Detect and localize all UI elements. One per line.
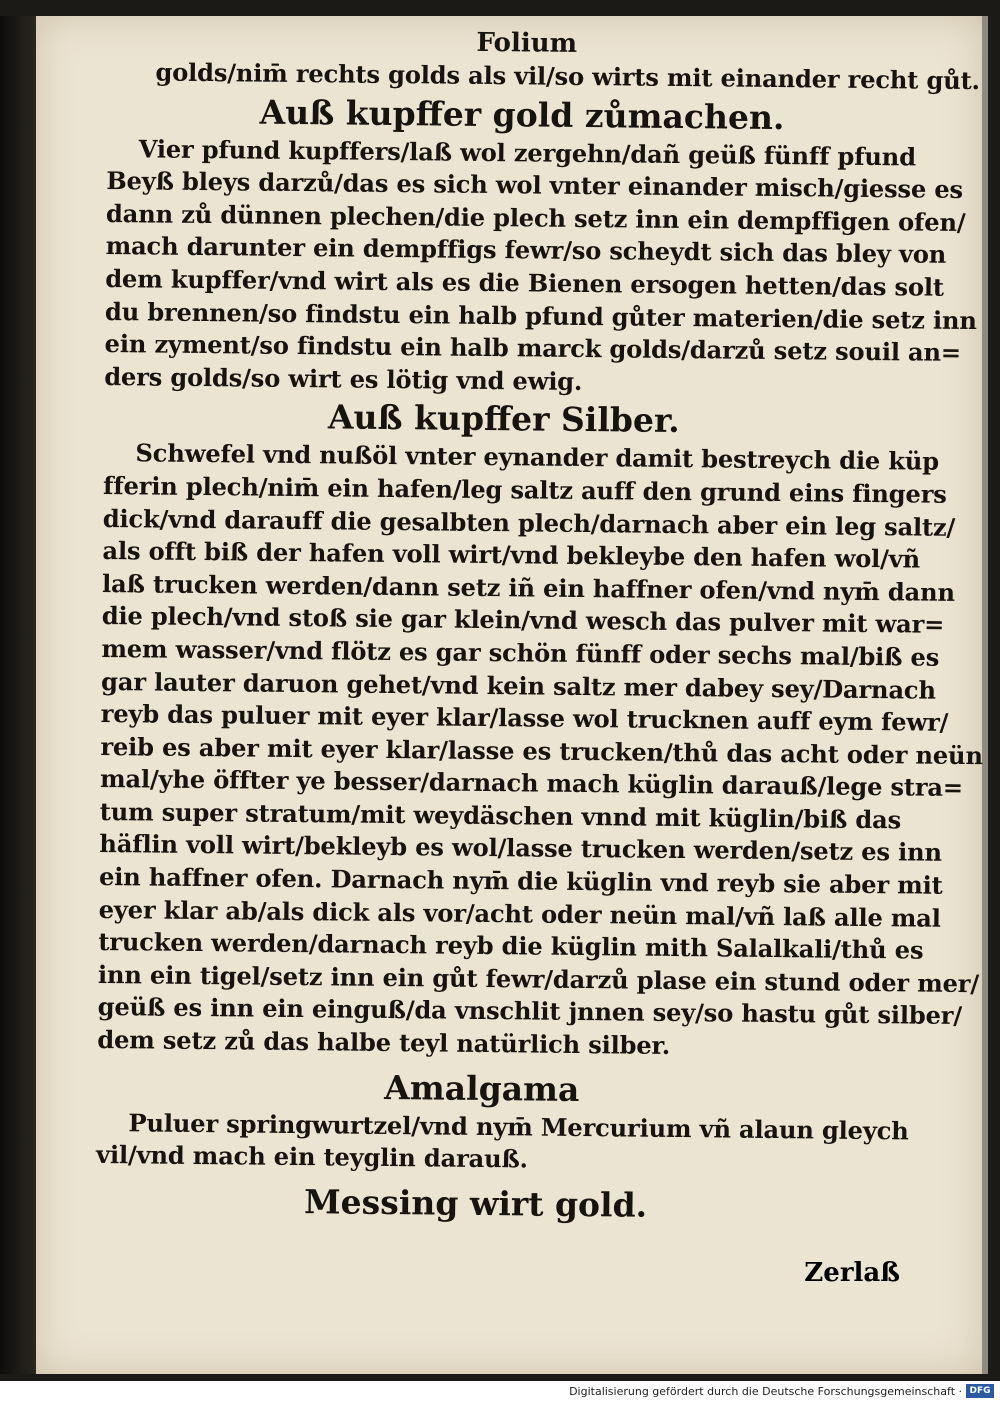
text-line: mal/yhe öffter ye besser/darnach mach küglin darauß/lege stra= [99, 764, 964, 803]
text-line: dick/vnd darauff die gesalbten plech/darnach aber ein leg saltz/ [102, 503, 956, 542]
text-line: vil/vnd mach ein teyglin darauß. [95, 1140, 528, 1174]
page-text-block [95, 22, 983, 1230]
text-line: eyer klar ab/als dick als vor/acht oder neün mal/vñ laß alle mal [98, 894, 941, 933]
text-line: fferin plech/nim̄ ein hafen/leg saltz auff den grund eins fingers [102, 470, 947, 509]
text-line: du brennen/so findstu ein halb pfund gůter materien/die setz inn [104, 296, 977, 335]
text-line: dann zů dünnen plechen/die plech setz inn ein dempffigen ofen/ [105, 198, 966, 237]
text-line: Schwefel vnd nußöl vnter eynander damit bestreych die küp [135, 438, 940, 477]
paragraph-gold [104, 133, 977, 402]
text-line: die plech/vnd stoß sie gar klein/vnd wesch das pulver mit war= [101, 601, 945, 640]
text-line: häflin voll wirt/bekleyb es wol/lasse trucken werden/setz es inn [99, 829, 943, 868]
section-heading-silber: Auß kupffer Silber. [327, 397, 680, 441]
text-line: gar lauter daruon gehet/vnd kein saltz mer dabey sey/Darnach [100, 666, 936, 705]
running-head: Folium [476, 27, 578, 59]
text-line: Beyß bleys darzů/das es sich wol vnter einander misch/giesse es [106, 166, 964, 205]
section-heading-messing: Messing wirt gold. [303, 1181, 648, 1225]
digitization-credit: Digitalisierung gefördert durch die Deutsche Forschungsgemeinschaft · [0, 1381, 1000, 1402]
paragraph-silber [97, 437, 983, 1065]
text-line: als offt biß der hafen voll wirt/vnd bekleybe den hafen wol/vñ [102, 536, 921, 574]
section-heading-amalgama: Amalgama [384, 1067, 580, 1109]
dfg-logo: DFG [966, 1384, 994, 1398]
text-line: Puluer springwurtzel/vnd nym̄ Mercurium vñ alaun gleych [128, 1107, 909, 1146]
text-line: geüß es inn ein einguß/da vnschlit jnnen sey/so hastu gůt silber/ [97, 992, 963, 1031]
text-line: dem kupffer/vnd wirt als es die Bienen ersogen hetten/das solt [105, 263, 944, 302]
book-spine-shadow [0, 16, 36, 1374]
section-heading-gold: Auß kupffer gold zůmachen. [259, 92, 785, 137]
text-line: inn ein tigel/setz inn ein gůt fewr/darzů plase ein stund oder mer/ [97, 959, 980, 999]
text-line: mem wasser/vnd flötz es gar schön fünff oder sechs mal/biß es [101, 633, 940, 672]
text-line: tum super stratum/mit weydäschen vnnd mit küglin/biß das [99, 796, 902, 835]
paragraph-amalgama [96, 1107, 927, 1181]
text-line: Vier pfund kupffers/laß wol zergehn/dañ geüß fünff pfund [138, 133, 917, 172]
text-line: laß trucken werden/dann setz iñ ein haffner ofen/vnd nym̄ dann [101, 568, 955, 607]
text-line: reib es aber mit eyer klar/lasse es trucken/thů das acht oder neün [100, 731, 983, 770]
text-line: golds/nim̄ rechts golds als vil/so wirts mit einander recht gůt. [155, 57, 980, 96]
text-line: reyb das puluer mit eyer klar/lasse wol trucknen auff eym fewr/ [100, 699, 949, 737]
catchword: Zerlaß [804, 1258, 900, 1288]
text-line: dem setz zů das halbe teyl natürlich silber. [97, 1024, 671, 1060]
text-line: trucken werden/darnach reyb die küglin mith Salalkali/thů es [98, 927, 924, 965]
text-line: ders golds/so wirt es lötig vnd ewig. [104, 361, 583, 396]
text-line: ein zyment/so findstu ein halb marck golds/darzů setz souil an= [104, 329, 962, 368]
text-line: ein haffner ofen. Darnach nym̄ die küglin vnd reyb sie aber mit [98, 862, 943, 900]
text-line: mach darunter ein dempffigs fewr/so scheydt sich das bley von [105, 231, 947, 270]
